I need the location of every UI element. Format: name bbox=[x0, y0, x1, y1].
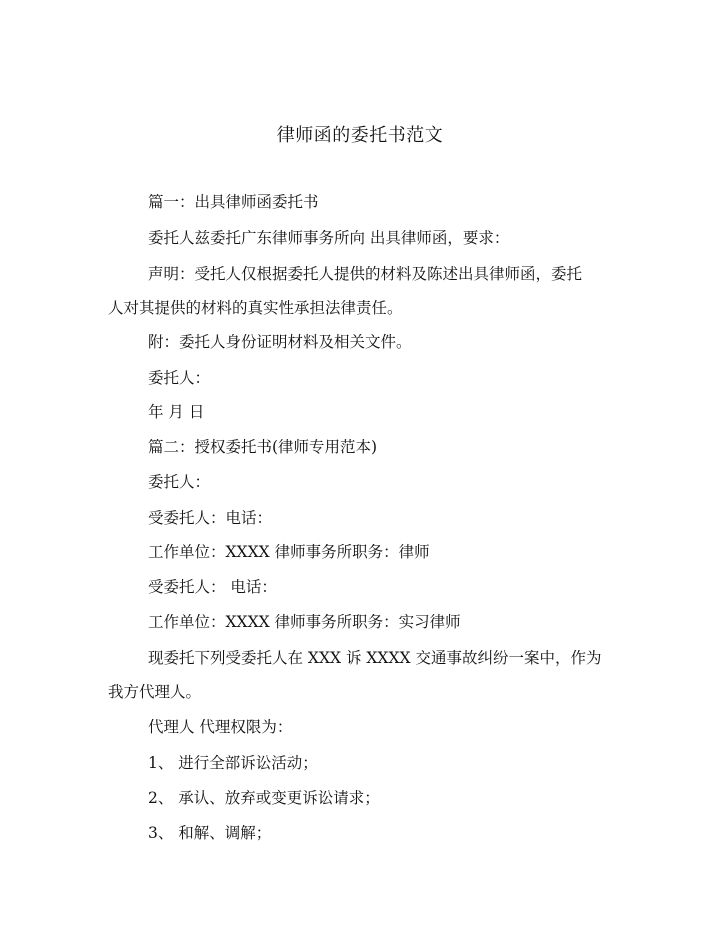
date-line: 年 月 日 bbox=[148, 403, 205, 421]
principal-label-2: 委托人： bbox=[148, 473, 211, 491]
paragraph-statement: 声明：受托人仅根据委托人提供的材料及陈述出具律师函，委托 bbox=[148, 265, 583, 283]
paragraph-attachment: 附：委托人身份证明材料及相关文件。 bbox=[148, 333, 412, 351]
paragraph-statement-continued: 人对其提供的材料的真实性承担法律责任。 bbox=[108, 299, 403, 317]
principal-label: 委托人： bbox=[148, 369, 211, 387]
paragraph-appointment: 现委托下列受委托人在 XXX 诉 XXXX 交通事故纠纷一案中，作为 bbox=[148, 649, 602, 667]
authority-item-1: 1、 进行全部诉讼活动； bbox=[148, 754, 318, 772]
section-heading-1: 篇一：出具律师函委托书 bbox=[148, 193, 319, 211]
authority-item-3: 3、 和解、调解； bbox=[148, 824, 272, 842]
agent-2-workplace: 工作单位：XXXX 律师事务所职务：实习律师 bbox=[148, 613, 461, 631]
paragraph-appointment-continued: 我方代理人。 bbox=[108, 683, 202, 701]
authority-heading: 代理人 代理权限为： bbox=[148, 718, 293, 736]
document-title: 律师函的委托书范文 bbox=[276, 125, 444, 146]
section-heading-2: 篇二：授权委托书(律师专用范本) bbox=[148, 438, 378, 456]
authority-item-2: 2、 承认、放弃或变更诉讼请求； bbox=[148, 789, 380, 807]
agent-1-workplace: 工作单位：XXXX 律师事务所职务：律师 bbox=[148, 543, 430, 561]
paragraph-commission: 委托人兹委托广东律师事务所向 出具律师函，要求： bbox=[148, 229, 510, 247]
agent-2-label: 受委托人： 电话： bbox=[148, 578, 277, 596]
agent-1-label: 受委托人：电话： bbox=[148, 509, 273, 527]
